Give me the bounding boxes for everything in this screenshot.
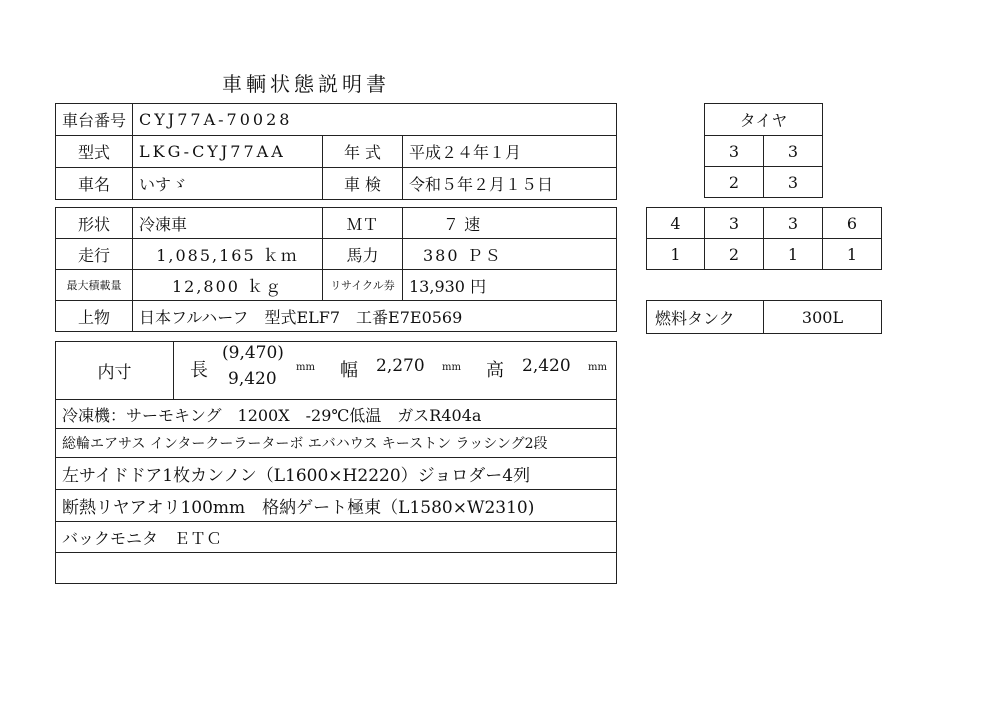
- tire-cell: 6: [823, 208, 882, 239]
- tire-cell: 4: [647, 208, 705, 239]
- tire-cell: 2: [705, 167, 764, 198]
- tire-cell: 3: [705, 136, 764, 167]
- year-label: 年 式: [323, 136, 403, 168]
- note-row: 断熱リヤアオリ100mm 格納ゲート極東（L1580×W2310): [56, 490, 617, 522]
- fuel-tank-table: [646, 300, 882, 334]
- model-value: LKG-CYJ77AA: [133, 136, 323, 168]
- height-value: 2,420: [522, 356, 571, 376]
- length-label: 長: [190, 360, 208, 381]
- height-label: 高: [486, 360, 504, 381]
- width-label: 幅: [340, 360, 358, 381]
- document-title: 車輌状態説明書: [222, 72, 390, 96]
- inner-size-label: 内寸: [56, 342, 174, 400]
- inner-dimensions: [174, 342, 616, 399]
- mileage-value: 1,085,165 ｋｍ: [133, 239, 323, 270]
- body-label: 上物: [56, 301, 133, 332]
- tire-cell: 1: [764, 239, 823, 270]
- model-label: 型式: [56, 136, 133, 168]
- car-name-value: いすゞ: [133, 168, 323, 200]
- height-unit: mm: [588, 362, 607, 373]
- recycle-ticket-label: リサイクル券: [323, 270, 403, 301]
- tire-cell: 3: [764, 208, 823, 239]
- transmission-label: ＭＴ: [323, 208, 403, 239]
- tire-cell: 2: [705, 239, 764, 270]
- fuel-tank-label: 燃料タンク: [647, 301, 764, 334]
- note-row: バックモニタ ＥＴＣ: [56, 522, 617, 553]
- tire-cell: 3: [705, 208, 764, 239]
- note-row: 総輪エアサス インタークーラーターボ エバハウス キーストン ラッシング2段: [56, 429, 617, 458]
- tire-cell: 1: [823, 239, 882, 270]
- max-load-value: 12,800 ｋｇ: [133, 270, 323, 301]
- length-value: 9,420: [228, 369, 277, 389]
- width-unit: mm: [442, 362, 461, 373]
- note-row: [56, 553, 617, 584]
- chassis-number-label: 車台番号: [56, 104, 133, 136]
- mileage-label: 走行: [56, 239, 133, 270]
- shape-value: 冷凍車: [133, 208, 323, 239]
- note-row: 冷凍機：サーモキング 1200X -29℃低温 ガスR404a: [56, 400, 617, 429]
- car-name-label: 車名: [56, 168, 133, 200]
- details-table: [55, 341, 617, 584]
- tire-cell: 3: [764, 167, 823, 198]
- body-value: 日本フルハーフ 型式ELF7 工番E7E0569: [133, 301, 617, 332]
- length-unit: mm: [296, 362, 315, 373]
- inspection-label: 車 検: [323, 168, 403, 200]
- note-row: 左サイドドア1枚カンノン（L1600×H2220）ジョロダー4列: [56, 458, 617, 490]
- chassis-number-value: CYJ77A-70028: [133, 104, 617, 136]
- vehicle-id-table: [55, 103, 617, 200]
- max-load-label: 最大積載量: [56, 270, 133, 301]
- length-old-value: (9,470): [222, 343, 284, 363]
- horsepower-label: 馬力: [323, 239, 403, 270]
- shape-label: 形状: [56, 208, 133, 239]
- tire-front-table: [704, 103, 823, 198]
- transmission-value: ７ 速: [403, 208, 617, 239]
- width-value: 2,270: [376, 356, 425, 376]
- horsepower-value: 380 ＰＳ: [403, 239, 617, 270]
- tire-rear-table: [646, 207, 882, 270]
- specs-table: [55, 207, 617, 332]
- year-value: 平成２４年１月: [403, 136, 617, 168]
- inspection-value: 令和５年２月１５日: [403, 168, 617, 200]
- fuel-tank-value: 300L: [764, 301, 882, 334]
- tire-cell: 1: [647, 239, 705, 270]
- tire-cell: 3: [764, 136, 823, 167]
- tire-label: タイヤ: [705, 104, 823, 136]
- recycle-ticket-value: 13,930 円: [403, 270, 617, 301]
